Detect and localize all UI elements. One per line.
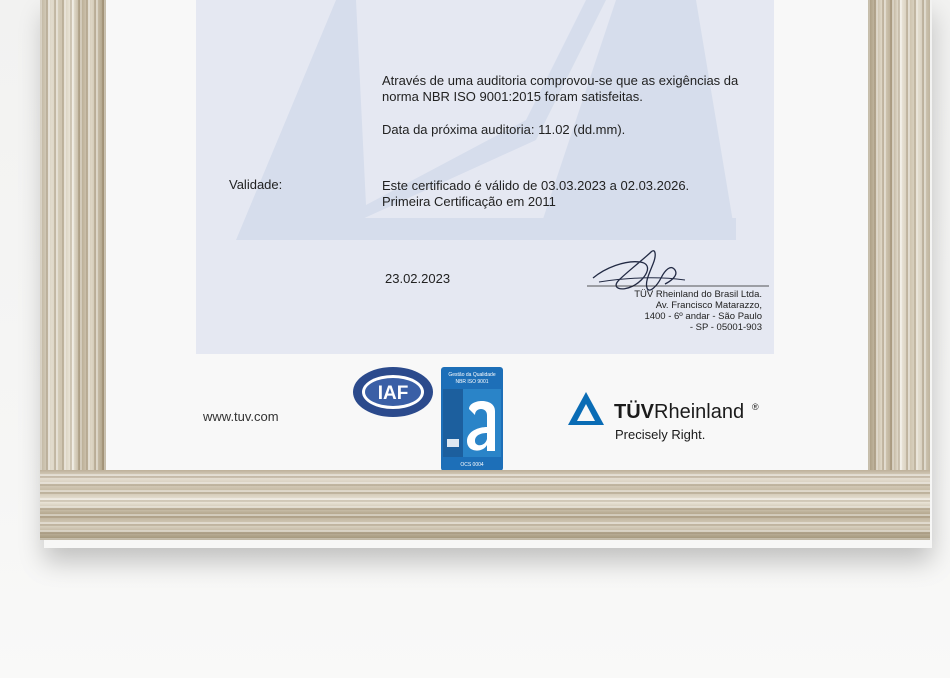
issuer-line-2: Av. Francisco Matarazzo, <box>655 300 762 311</box>
next-audit-date: Data da próxima auditoria: 11.02 (dd.mm). <box>382 122 626 137</box>
iaf-logo-text: IAF <box>377 383 409 404</box>
validity-label: Validade: <box>229 177 283 192</box>
validity-line-1: Este certificado é válido de 03.03.2023 a 02.03.2026. <box>382 178 690 193</box>
frame-bottom-rail <box>40 470 930 540</box>
nbr-badge-top-line-1: Gestão da Qualidade <box>448 372 496 378</box>
issuer-line-1: TÜV Rheinland do Brasil Ltda. <box>634 289 762 300</box>
svg-text:TÜVRheinland <box>614 400 744 423</box>
audit-statement-line-2: norma NBR ISO 9001:2015 foram satisfeitas. <box>382 89 643 104</box>
nbr-badge-code: OCS 0004 <box>460 462 484 468</box>
tuv-brand-bold: TÜV <box>614 401 654 423</box>
iaf-logo <box>352 366 434 418</box>
tuv-brand-regular: Rheinland <box>654 401 745 423</box>
website-link[interactable]: www.tuv.com <box>203 409 279 424</box>
frame-right-rail <box>868 0 930 540</box>
issuer-line-4: - SP - 05001-903 <box>689 322 762 333</box>
tuv-rheinland-logo <box>566 390 766 446</box>
tuv-registered-mark: ® <box>752 402 759 412</box>
validity-line-2: Primeira Certificação em 2011 <box>382 194 556 209</box>
issuer-line-3: 1400 - 6º andar - São Paulo <box>644 311 762 322</box>
issue-date: 23.02.2023 <box>385 271 451 286</box>
audit-statement-line-1: Através de uma auditoria comprovou-se que as exigências da <box>382 73 739 88</box>
frame-left-rail <box>40 0 106 540</box>
nbr-badge-top-line-2: NBR ISO 9001 <box>455 379 489 385</box>
nbr-iso-badge <box>441 367 503 471</box>
tuv-tagline: Precisely Right. <box>615 427 706 442</box>
